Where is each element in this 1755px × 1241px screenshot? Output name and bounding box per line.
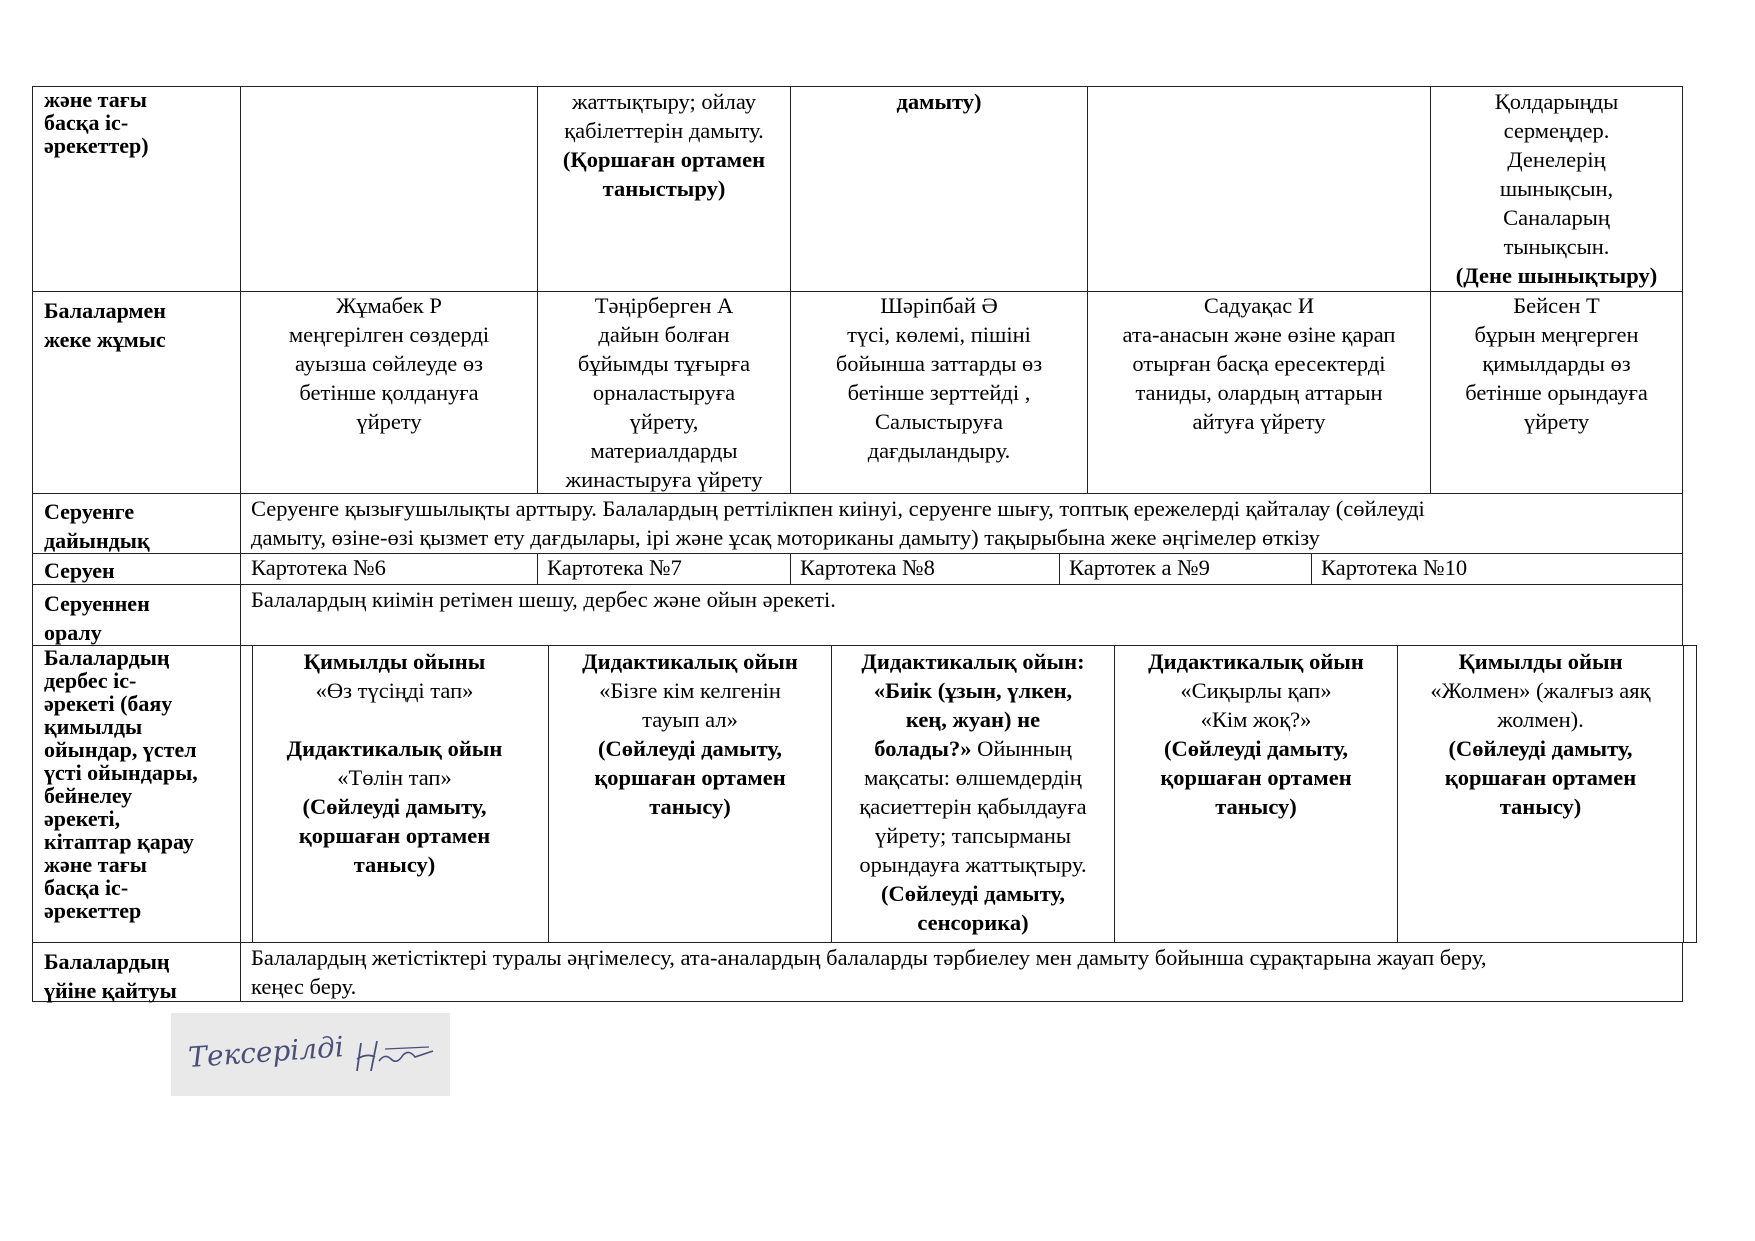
row2-col5 [1088, 291, 1430, 436]
row2-col3 [538, 291, 790, 494]
cell-line: «Төлін тап» [337, 765, 452, 790]
cell-line: Шәріпбай Ә [880, 293, 998, 318]
cell-line: «Жолмен» (жалғыз аяқ [1430, 678, 1651, 703]
walk-card-4: Картотек а №9 [1069, 555, 1210, 580]
cell-line: қимылдарды өз [1482, 351, 1631, 376]
cell-line: қоршаған ортамен [298, 823, 491, 848]
cell-line: Дидактикалық ойын [582, 649, 798, 674]
row6-col2 [241, 647, 548, 879]
row5-label [34, 587, 239, 647]
label-line: жеке жұмыс [44, 327, 166, 352]
cell-line: қабілеттерін дамыту. [564, 118, 764, 143]
row2-col6 [1431, 291, 1682, 436]
signature-stroke-initial [357, 1041, 377, 1071]
cell-line: қоршаған ортамен [594, 765, 786, 790]
cell-line: үйрету; тапсырманы [875, 823, 1071, 848]
row4-label: Серуен [44, 558, 115, 583]
bold-part: болады?» [874, 736, 972, 761]
row1-col3 [538, 87, 790, 203]
cell-line: бетінше зерттейді , [847, 380, 1031, 405]
cell-line: бетінше орындауға [1465, 380, 1648, 405]
cell-line: таниды, олардың аттарын [1135, 380, 1383, 405]
cell-line: Садуақас И [1203, 293, 1315, 318]
cell-line: таныстыру) [602, 176, 726, 201]
cell-line: танысу) [649, 794, 731, 819]
signature-text: Тексерілді [187, 1030, 345, 1074]
label-line: Балалармен [44, 298, 166, 323]
cell-line: орындауға жаттықтыру. [859, 852, 1087, 877]
cell-line: «Биік (ұзын, үлкен, [873, 678, 1073, 703]
row6-col4 [832, 647, 1114, 937]
row1-col6 [1431, 87, 1682, 290]
label-line: Серуеннен [44, 591, 150, 616]
cell-line: «Бізге кім келгенін [599, 678, 781, 703]
label-line: және тағы [44, 87, 147, 112]
cell-line: жинастыруға үйрету [565, 467, 763, 492]
row1-label [34, 86, 239, 157]
row2-label [34, 294, 239, 354]
cell-line: Саналарың [1503, 205, 1610, 230]
label-line: басқа іс- [44, 875, 129, 900]
row1-col4 [791, 87, 1087, 116]
cell-line: ата-анасын және өзіне қарап [1122, 322, 1396, 347]
label-line: әрекеті, [44, 806, 121, 831]
cell-line: Балалардың жетістіктері туралы әңгімелесу, ата-аналардың балаларды тәрбиелеу мен дамыту бойынша сұрақтарына жауап беру, [251, 945, 1487, 970]
plain-part: Ойынның [971, 736, 1072, 761]
row2-col2 [241, 291, 537, 436]
cell-line: «Сиқырлы қап» [1180, 678, 1332, 703]
cell-line: (Қоршаған ортамен [562, 147, 766, 172]
cell-line: түсі, көлемі, пішіні [847, 322, 1031, 347]
cell-line: дайын болған [598, 322, 730, 347]
row2-col4 [791, 291, 1087, 465]
cell-line: жаттықтыру; ойлау [571, 89, 756, 114]
cell-line: сермеңдер. [1503, 118, 1610, 143]
cell-line: дағдыландыру. [867, 438, 1011, 463]
label-line: Балалардың [44, 645, 170, 670]
label-line: үсті ойындары, [44, 760, 198, 785]
walk-card-5: Картотека №10 [1321, 555, 1468, 580]
row6-col3 [549, 647, 831, 821]
cell-line: қоршаған ортамен [1160, 765, 1352, 790]
cell-line: Тәңірберген А [594, 293, 734, 318]
cell-line: (Дене шынықтыру) [1455, 263, 1658, 288]
row3-label [34, 495, 239, 555]
row7-text [251, 943, 1681, 1001]
cell-line: қоршаған ортамен [1444, 765, 1637, 790]
cell-line: (Сөйлеуді дамыту, [598, 736, 782, 761]
label-line: және тағы [44, 852, 147, 877]
cell-line-mixed [832, 734, 1114, 763]
cell-line: үйрету [356, 409, 422, 434]
walk-card-1: Картотека №6 [251, 555, 386, 580]
walk-card-2: Картотека №7 [547, 555, 682, 580]
cell-line: бұйымды тұғырға [577, 351, 751, 376]
cell-line: үйрету [1523, 409, 1590, 434]
row5-text: Балалардың киімін ретімен шешу, дербес және ойын әрекеті. [251, 587, 836, 612]
label-line: үйіне қайтуы [44, 978, 177, 1003]
cell-line: сенсорика) [917, 910, 1029, 935]
label-line: дербес іс- [44, 668, 137, 693]
cell-line: бойынша заттарды өз [835, 351, 1043, 376]
cell-line: (Сөйлеуді дамыту, [1164, 736, 1348, 761]
cell-line: кең, жуан) не [905, 707, 1041, 732]
label-line: дайындық [44, 528, 150, 553]
label-line: әрекеттер [44, 898, 142, 923]
cell-line: Дидактикалық ойын [286, 736, 503, 761]
cell-line: дамыту, өзіне-өзі қызмет ету дағдылары, ірі және ұсақ моториканы дамыту) тақырыбына жеке әңгімелер өткізу [251, 525, 1320, 550]
label-line: кітаптар қарау [44, 829, 194, 854]
cell-line: кеңес беру. [251, 974, 357, 999]
signature-scribble [171, 1013, 450, 1096]
cell-line: (Сөйлеуді дамыту, [302, 794, 487, 819]
cell-line: материалдарды [590, 438, 738, 463]
cell-line: Дидактикалық ойын [1148, 649, 1364, 674]
label-line: ойындар, үстел [44, 737, 197, 762]
cell-line: жолмен). [1497, 707, 1584, 732]
cell-line: Қолдарыңды [1494, 89, 1619, 114]
cell-line: «Өз түсіңді тап» [315, 678, 474, 703]
row6-label [34, 644, 239, 922]
cell-line: мақсаты: өлшемдердің [864, 765, 1082, 790]
blank-line [241, 705, 548, 734]
label-line: әрекеттер) [44, 133, 149, 158]
label-line: басқа іс- [44, 110, 129, 135]
cell-line: бетінше қолдануға [299, 380, 479, 405]
cell-line: Денелерің [1507, 147, 1606, 172]
cell-line: айтуға үйрету [1192, 409, 1326, 434]
cell-line: үйрету, [629, 409, 699, 434]
cell-line: орналастыруға [592, 380, 736, 405]
row6-col5 [1115, 647, 1397, 821]
cell-line: меңгерілген сөздерді [288, 322, 490, 347]
cell-line: шынықсын, [1499, 176, 1614, 201]
label-line: бейнелеу [44, 783, 133, 808]
row6-col6 [1398, 647, 1683, 821]
cell-line: отырған басқа ересектерді [1132, 351, 1386, 376]
cell-line: Қимылды ойыны [303, 649, 486, 674]
cell-line: қасиеттерін қабылдауға [859, 794, 1087, 819]
label-line: Балалардың [44, 949, 170, 974]
walk-card-3: Картотека №8 [800, 555, 935, 580]
cell-line: Серуенге қызығушылықты арттыру. Балалардың реттілікпен киінуі, серуенге шығу, топтық ережелерді қайталау (сөйлеуді [251, 496, 1425, 521]
cell-line: тынықсын. [1503, 234, 1610, 259]
label-line: әрекеті (баяу [44, 691, 173, 716]
cell-line: ауызша сөйлеуде өз [295, 351, 483, 376]
cell-line: бұрын меңгерген [1474, 322, 1639, 347]
label-line: оралу [44, 620, 102, 645]
row3-text [251, 494, 1681, 552]
cell-line: Жұмабек Р [336, 293, 442, 318]
cell-line: танысу) [1215, 794, 1297, 819]
row7-label [34, 945, 239, 1005]
cell-line: «Кім жоқ?» [1200, 707, 1312, 732]
cell-line: Дидактикалық ойын: [861, 649, 1085, 674]
label-line: қимылды [44, 714, 143, 739]
cell-line: Бейсен Т [1513, 293, 1600, 318]
cell-line: (Сөйлеуді дамыту, [881, 881, 1065, 906]
label-line: Серуенге [44, 499, 135, 524]
signature-stroke-line [385, 1047, 429, 1049]
signature-image [171, 1013, 450, 1096]
cell-line: (Сөйлеуді дамыту, [1448, 736, 1633, 761]
signature-stroke-tail [379, 1051, 433, 1061]
cell-line: танысу) [353, 852, 436, 877]
cell-line: Қимылды ойын [1458, 649, 1623, 674]
cell-line: тауып ал» [642, 707, 738, 732]
cell-line: танысу) [1499, 794, 1582, 819]
cell-line: дамыту) [896, 89, 982, 114]
cell-line: Салыстыруға [875, 409, 1003, 434]
